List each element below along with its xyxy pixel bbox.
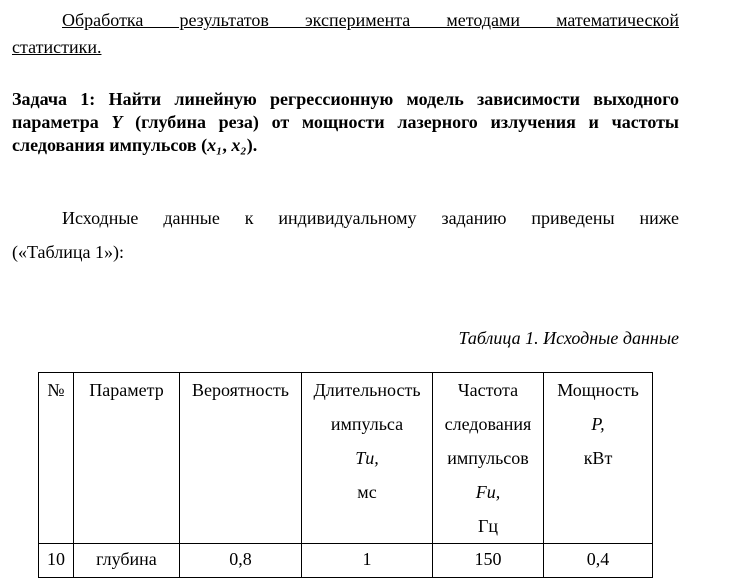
intro-line-1: Исходные данные к индивидуальному заданию приведены ниже (62, 208, 679, 228)
cell-frequency: 150 (433, 544, 544, 578)
header-num: № (39, 373, 74, 544)
header-power: Мощность P, кВт (544, 373, 653, 544)
header-param: Параметр (74, 373, 180, 544)
cell-prob: 0,8 (180, 544, 302, 578)
task-line-1: Задача 1: Найти линейную регрессионную модель зависимости выходного (12, 89, 679, 109)
task-line-3: следования импульсов (x₁, x₂). (12, 135, 258, 155)
cell-num: 10 (39, 544, 74, 578)
variable-x2: x₂ (231, 135, 247, 155)
heading-line-1: Обработка результатов эксперимента методами математической (62, 10, 679, 30)
table-header-row (39, 373, 653, 544)
cell-power: 0,4 (544, 544, 653, 578)
task-statement (12, 88, 679, 157)
task-line-2: параметра Y (глубина реза) от мощности лазерного излучения и частоты (12, 112, 679, 132)
header-prob: Вероятность (180, 373, 302, 544)
cell-duration: 1 (302, 544, 433, 578)
table-caption: Таблица 1. Исходные данные (458, 328, 679, 348)
intro-line-2: («Таблица 1»): (12, 242, 124, 262)
header-duration: Длительность импульса Tи, мс (302, 373, 433, 544)
heading-line-2: статистики. (12, 37, 102, 57)
cell-param: глубина (74, 544, 180, 578)
document-heading (12, 7, 679, 61)
intro-paragraph (12, 201, 679, 269)
table-row (39, 544, 653, 578)
variable-y: Y (111, 112, 123, 132)
header-frequency: Частота следования импульсов Fи, Гц (433, 373, 544, 544)
variable-x1: x₁ (207, 135, 223, 155)
data-table (38, 372, 653, 578)
